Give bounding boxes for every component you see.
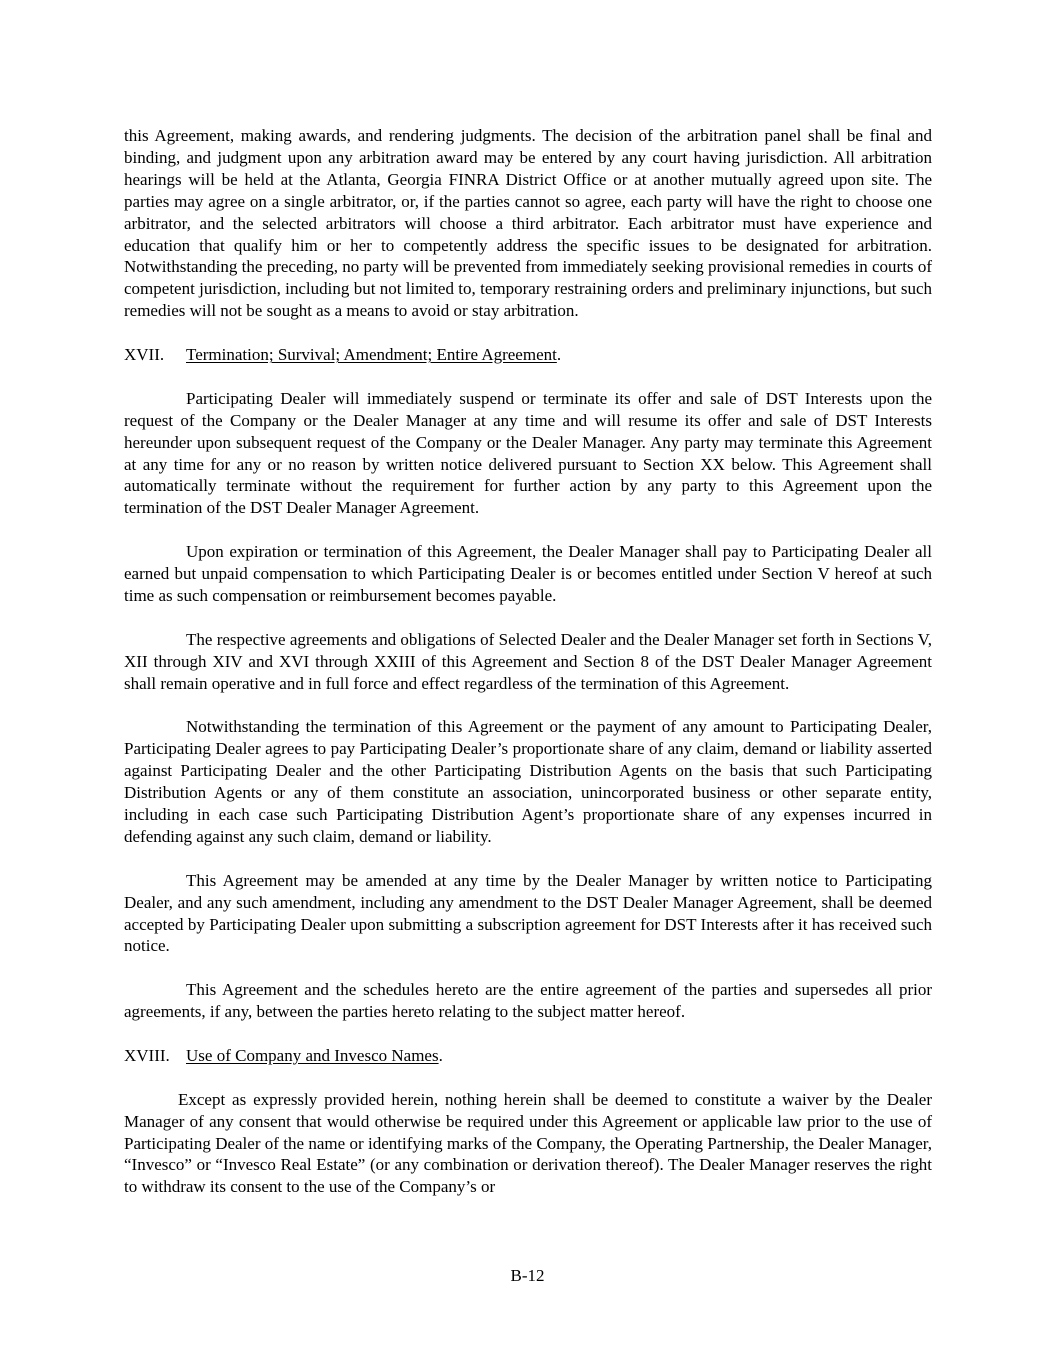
- paragraph-survival: The respective agreements and obligations of Selected Dealer and the Dealer Manager set forth in Sections V, XII through XIV and XVI through XXIII of this Agreement and Section 8 of the DST Dealer Manager Agreement shall remain operative and in full force and effect regardless of the termination of this Agreement.: [124, 629, 932, 693]
- document-body: [124, 125, 932, 1220]
- section-title: Termination; Survival; Amendment; Entire Agreement: [186, 345, 557, 365]
- section-number: XVIII.: [124, 1045, 170, 1065]
- section-heading-xvii: [124, 344, 932, 366]
- paragraph-arbitration: this Agreement, making awards, and rendering judgments. The decision of the arbitration panel shall be final and binding, and judgment upon any arbitration award may be entered by any court having jurisdiction. All arbitration hearings will be held at the Atlanta, Georgia FINRA District Office or at another mutually agreed upon site. The parties may agree on a single arbitrator, or, if the parties cannot so agree, each party will have the right to choose one arbitrator, and the selected arbitrators will choose a third arbitrator. Each arbitrator must have experience and education that qualify him or her to competently address the specific issues to be designated for arbitration. Notwithstanding the preceding, no party will be prevented from immediately seeking provisional remedies in courts of competent jurisdiction, including but not limited to, temporary restraining orders and preliminary injunctions, but such remedies will not be sought as a means to avoid or stay arbitration.: [124, 126, 932, 321]
- section-title: Use of Company and Invesco Names: [186, 1045, 439, 1065]
- page-number: B-12: [510, 1266, 545, 1285]
- section-heading-xviii: [124, 1045, 932, 1067]
- paragraph-amendment: This Agreement may be amended at any time by the Dealer Manager by written notice to Participating Dealer, and any such amendment, including any amendment to the DST Dealer Manager Agreement, shall be deemed accepted by Participating Dealer upon submitting a subscription agreement for DST Interests after it has received such notice.: [124, 870, 932, 956]
- section-number: XVII.: [124, 345, 165, 365]
- section-title-period: .: [556, 345, 562, 365]
- section-title-period: .: [438, 1045, 443, 1065]
- paragraph-suspension: Participating Dealer will immediately suspend or terminate its offer and sale of DST Interests upon the request of the Company or the Dealer Manager at any time and will resume its offer and sale of DST Interests hereunder upon subsequent request of the Company or the Dealer Manager. Any party may terminate this Agreement at any time for any or no reason by written notice delivered pursuant to Section XX below. This Agreement shall automatically terminate without the requirement for further action by any party to this Agreement upon the termination of the DST Dealer Manager Agreement.: [124, 388, 932, 518]
- paragraph-entire-agreement: This Agreement and the schedules hereto are the entire agreement of the parties and supersedes all prior agreements, if any, between the parties hereto relating to the subject matter hereof.: [124, 980, 932, 1022]
- paragraph-compensation: Upon expiration or termination of this Agreement, the Dealer Manager shall pay to Participating Dealer all earned but unpaid compensation to which Participating Dealer is or becomes entitled under Section V hereof at such time as such compensation or reimbursement becomes payable.: [124, 542, 932, 605]
- paragraph-use-of-names: Except as expressly provided herein, nothing herein shall be deemed to constitute a waiver by the Dealer Manager of any consent that would otherwise be required under this Agreement or applicable law prior to the use of Participating Dealer of the name or identifying marks of the Company, the Operating Partnership, the Dealer Manager, “Invesco” or “Invesco Real Estate” (or any combination or derivation thereof). The Dealer Manager reserves the right to withdraw its consent to the use of the Company’s or: [124, 1089, 932, 1197]
- paragraph-liability-share: Notwithstanding the termination of this Agreement or the payment of any amount to Participating Dealer, Participating Dealer agrees to pay Participating Dealer’s proportionate share of any claim, demand or liability asserted against Participating Dealer and the other Participating Distribution Agents on the basis that such Participating Distribution Agents or any of them constitute an association, unincorporated business or other separate entity, including in each case such Participating Distribution Agent’s proportionate share of any expenses incurred in defending against any such claim, demand or liability.: [124, 717, 932, 846]
